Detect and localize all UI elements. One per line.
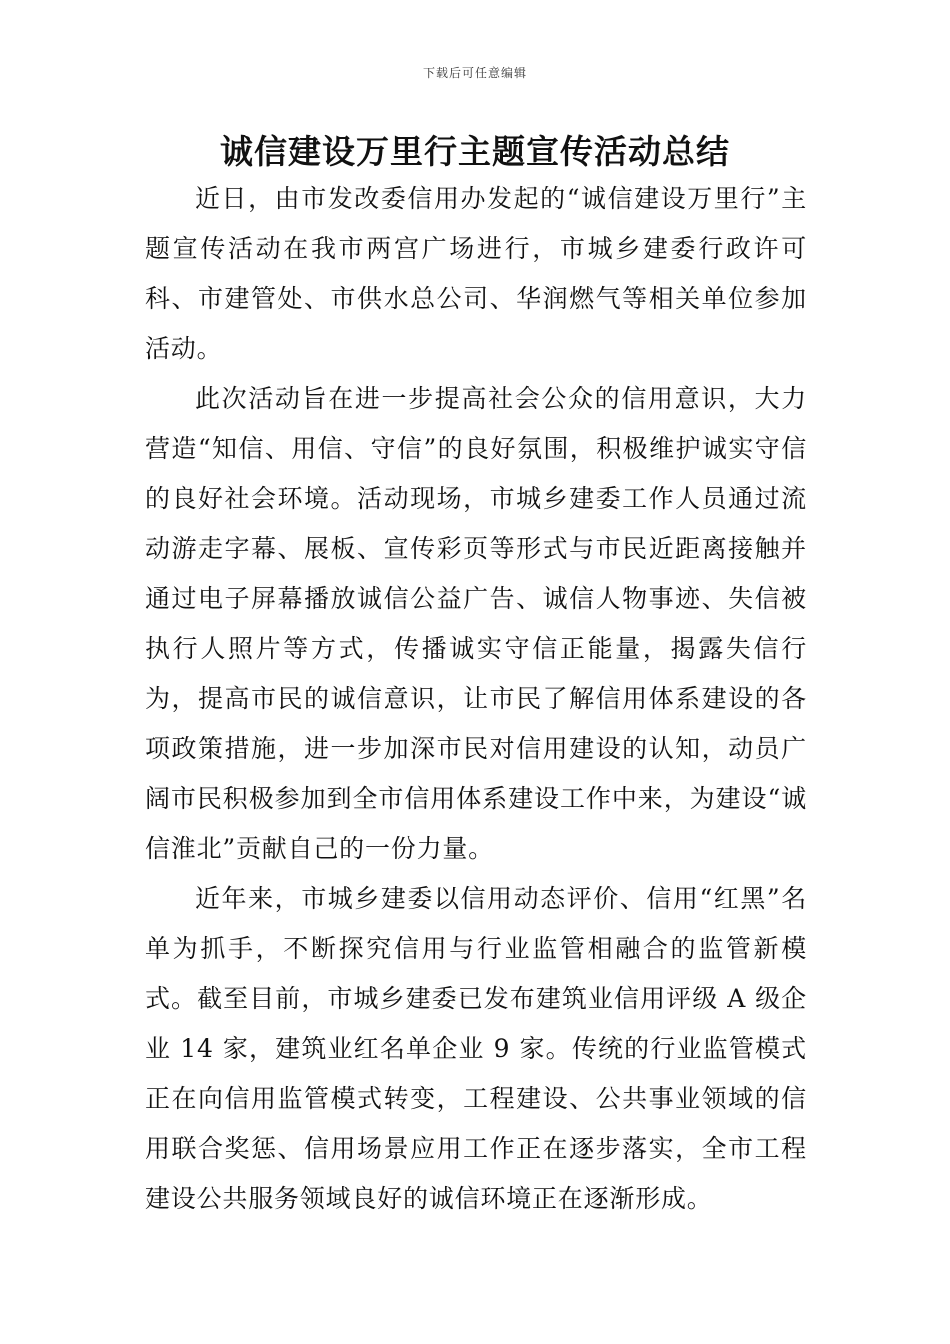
document-body <box>145 174 807 1224</box>
document-title: 诚信建设万里行主题宣传活动总结 <box>220 132 730 171</box>
paragraph-2: 此次活动旨在进一步提高社会公众的信用意识，大力营造“知信、用信、守信”的良好氛围，积极维护诚实守信的良好社会环境。活动现场，市城乡建委工作人员通过流动游走字幕、展板、宣传彩页等形式与市民近距离接触并通过电子屏幕播放诚信公益广告、诚信人物事迹、失信被执行人照片等方式，传播诚实守信正能量，揭露失信行为，提高市民的诚信意识，让市民了解信用体系建设的各项政策措施，进一步加深市民对信用建设的认知，动员广阔市民积极参加到全市信用体系建设工作中来，为建设“诚信淮北”贡献自己的一份力量。 <box>145 384 807 863</box>
paragraph-3: 近年来，市城乡建委以信用动态评价、信用“红黑”名单为抓手，不断探究信用与行业监管相融合的监管新模式。截至目前，市城乡建委已发布建筑业信用评级 A 级企业 14 家，建筑业红名单企业 9 家。传统的行业监管模式正在向信用监管模式转变，工程建设、公共事业领域的信用联合奖惩、信用场景应用工作正在逐步落实，全市工程建设公共服务领域良好的诚信环境正在逐渐形成。 <box>145 884 807 1213</box>
paragraph-1: 近日，由市发改委信用办发起的“诚信建设万里行”主题宣传活动在我市两宫广场进行，市城乡建委行政许可科、市建管处、市供水总公司、华润燃气等相关单位参加活动。 <box>145 184 807 363</box>
header-note: 下载后可任意编辑 <box>422 66 527 80</box>
